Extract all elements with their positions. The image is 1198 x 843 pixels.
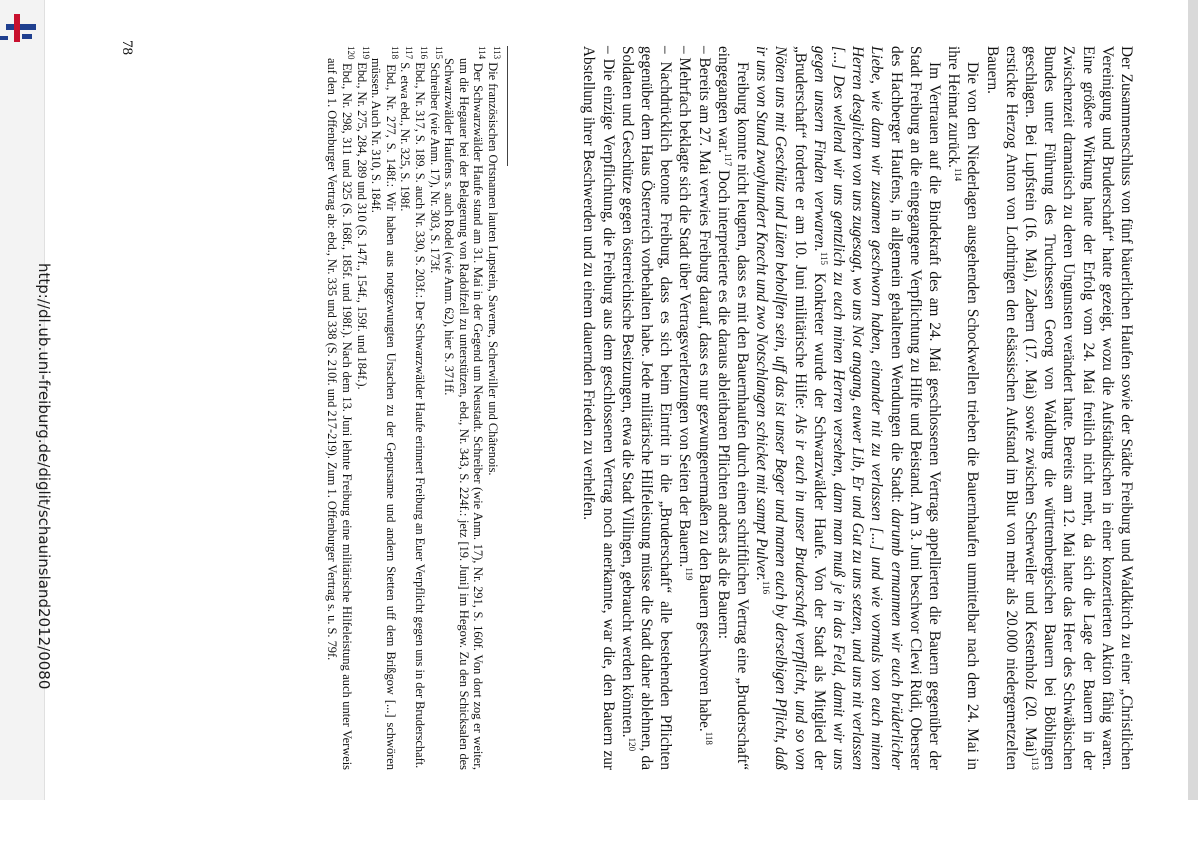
dash-item: – Nachdrücklich betonte Freiburg, dass es sich beim Eintritt in die „Bruderschaft“ alle bestehenden Pflichten gegenüber dem Haus Österreich vorbehalten habe. Jede militärische Hilfeleistung müsse die Stadt daher ablehnen, da Soldaten und Geschütze gegen österreichische Besitzungen, etwa die Stadt Villingen, gebraucht werden könnten.$^{120}$ [618, 46, 675, 770]
viewer-left-margin [0, 0, 53, 800]
footnotes [325, 46, 503, 770]
footnote: $^{116}$ Ebd., Nr. 317, S. 189. S. auch Nr. 330, S. 203f.: Der Schwarzwälder Haufe erinnert Freiburg an Euer Verpflicht gegen uns in der Bruderschaft. [413, 46, 430, 769]
page-number: 78 [119, 40, 135, 55]
footnote: $^{118}$ Ebd., Nr. 277, S. 148f.: Wir haben aus notgezwungten Ursachen zu der Gepursame und andern Stetten uff dem Brißgow [...] schwören müssen. Auch Nr. 310, S. 184f. [369, 46, 400, 770]
footnote: $^{113}$ Die französischen Ortsnamen lauten Lupstein, Saverne, Scherwiller und Châtenois. [486, 46, 503, 476]
footnote: $^{115}$ Schreiber (wie Anm. 17), Nr. 303, S. 173f. [427, 46, 444, 274]
library-logo-icon [0, 0, 44, 60]
footnote: $^{117}$ S. etwa ebd., Nr. 325, S. 198f. [398, 46, 415, 212]
paragraph-1: Der Zusammenschluss von fünf bäuerlichen Haufen sowie der Städte Freiburg und Waldkirch zu einer „Christlichen Vereinigung und Bruderschaft“ hatte gezeigt, wozu die Aufständischen in einer konzertierten Aktion fähig waren. Eine größere Wirkung hatte der Erfolg vom 24. Mai freilich nicht mehr, da sich die Lage der Bauern in der Zwischenzeit dramatisch zu deren Ungunsten verändert hatte. Bereits am 12. Mai hatte das Heer des Schwäbischen Bundes unter Führung des Truchsessen Georg von Waldburg die württembergischen Bauern bei Böblingen geschlagen. Bei Lupfstein (16. Mai), Zabern (17. Mai) sowie zwischen Scherweiler und Kestenholz (20. Mai)$^{113}$ erstickte Herzog Anton von Lothringen den elsässischen Aufstand im Blut von mehr als 20.000 niedergemetzelten Bauern. [983, 46, 1135, 770]
dash-item: – Mehrfach beklagte sich die Stadt über Vertragsverletzungen von Seiten der Bauern.$^{119}$ [676, 46, 695, 581]
page-body [579, 46, 1136, 770]
footnote: $^{120}$ Ebd., Nr. 298, 311 und 325 (S. 168f., 185f. und 198f.). Nach dem 13. Juni lehnte Freiburg eine militärische Hilfeleistung auch unter Verweis auf den 1. Offenburger Vertrag ab: ebd., Nr. 335 und 338 (S. 210f. und 217-219). Zum 1. Offenburger Vertrag s. u. S. 79f. [325, 46, 357, 770]
footnote: $^{114}$ Der Schwarzwälder Haufe stand am 31. Mai in der Gegend um Neustadt. Schreiber (wie Anm. 17), Nr. 291, S. 160f. Von dort zog er weiter, um die Hegauer bei der Belagerung von Radolfzell zu unterstützen, ebd., Nr. 343, S. 224f.: jetz [19. Juni] im Hegow. Zu den Schicksalen des Schwarzwälder Haufens s. auch Rodel (wie Anm. 62), hier S. 371ff. [442, 46, 488, 770]
paragraph-4: Freiburg konnte nicht leugnen, dass es mit den Bauernhaufen durch einen schriftlichen Vertrag eine „Bruderschaft“ eingegangen war.$^{117}$ Doch interpretierte es die daraus ableitbaren Pflichten anders als die Bauern: [714, 46, 751, 770]
footnote-divider [507, 46, 508, 166]
paragraph-2: Die von den Niederlagen ausgehenden Schockwellen trieben die Bauernhaufen unmittelbar nach dem 24. Mai in ihre Heimat zurück.$^{114}$ [945, 46, 982, 770]
footnote: $^{119}$ Ebd., Nr. 275, 284, 289 und 310 (S. 147f., 154f., 159f. und 184f.). [354, 46, 371, 390]
scanned-page [110, 0, 1140, 800]
dash-item: – Die einzige Verpflichtung, die Freiburg aus dem geschlossenen Vertrag noch anerkannte, war die, den Bauern zur Abstellung ihrer Beschwerden und zu einem dauernden Frieden zu verhelfen. [580, 46, 617, 770]
document-url: http://dl.ub.uni-freiburg.de/diglit/schauinsland2012/0080 [35, 263, 53, 690]
rotated-page-viewport [60, 0, 1190, 800]
dash-item: – Bereits am 27. Mai verwies Freiburg darauf, dass es nur gezwungenermaßen zu den Bauern geschworen habe.$^{118}$ [695, 46, 714, 745]
paragraph-3: Im Vertrauen auf die Bindekraft des am 24. Mai geschlossenen Vertrags appellierten die Bauern gegenüber der Stadt Freiburg an die eingegangene Verpflichtung zu Hilfe und Beistand. Am 3. Juni beschwor Clewi Rüdi, Oberster des Hachberger Haufens, in allgemein gehaltenen Wendungen die Stadt: darumb ermanmen wir euch brüderlicher Liebe, wie dann wir zusamen geschworn haben, einander nit zu verlassen [...] und wie vormals von euch minen Herren desglichen von uns zugesagt, wo uns Not angang, euwer Lib, Er und Gut zu uns setzen, und uns nit verlassen [...] Des wellend wir uns gentzlich zu euch minen Herren versehen, dann man muß je in das Feld, damit wir uns gegen unsern Finden verwaren.$^{115}$ Konkreter wurde der Schwarzwälder Haufe. Von der Stadt als Mitglied der „Bruderschaft“ forderte er am 10. Juni militärische Hilfe: Als ir euch in unser Bruderschaft verpflicht, und so von Nöten uns mit Geschütz und Lüten behollfen sein, uff das ist unser Beger und manen euch by derselbigen Pflicht, daß ir uns von Stund zwayhundert Knecht und zwo Notschlangen schicket mit sampt Pulver.$^{116}$ [753, 46, 943, 771]
